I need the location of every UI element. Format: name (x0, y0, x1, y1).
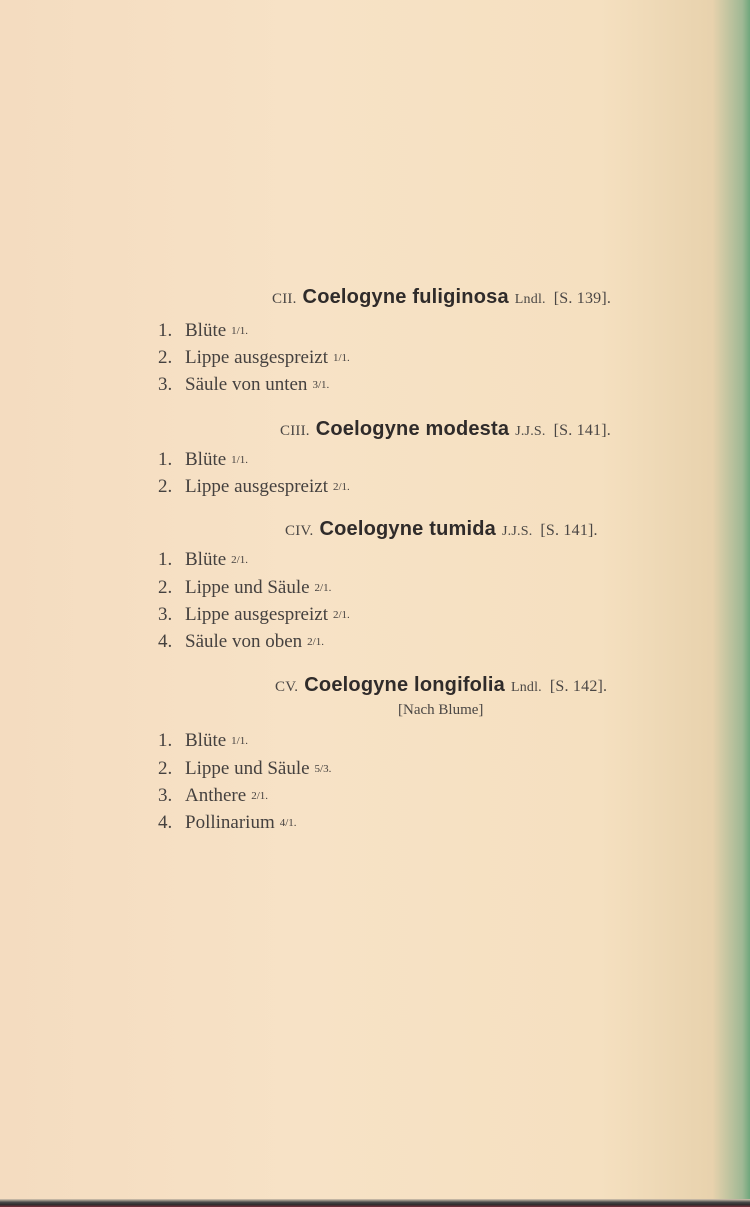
item-number: 2. (158, 347, 173, 368)
item-scale: 1/1. (231, 735, 248, 747)
item-label: Lippe und Säule (185, 577, 310, 598)
section-heading-cv (275, 674, 607, 697)
figure-item (158, 812, 297, 834)
item-label: Blüte (185, 549, 227, 570)
figure-item (158, 476, 350, 498)
figure-item (158, 549, 248, 571)
page-reference: [S. 139]. (553, 290, 612, 307)
item-scale: 1/1. (231, 325, 248, 337)
item-number: 2. (158, 476, 173, 497)
item-scale: 2/1. (314, 582, 332, 594)
item-label: Lippe ausgespreizt (185, 604, 328, 625)
figure-item (158, 758, 331, 780)
species-author: J.J.S. (502, 524, 533, 539)
item-scale: 2/1. (332, 609, 350, 621)
item-label: Blüte (185, 730, 227, 751)
item-label: Anthere (185, 785, 247, 806)
item-scale: 2/1. (231, 554, 248, 566)
section-number: CIV. (285, 523, 314, 539)
figure-item (158, 320, 248, 342)
item-number: 1. (158, 320, 173, 341)
figure-item (158, 577, 331, 599)
page-reference: [S. 142]. (549, 678, 608, 695)
section-heading-civ (285, 518, 598, 541)
figure-item (158, 604, 350, 626)
section-number: CII. (272, 291, 297, 307)
item-scale: 4/1. (279, 817, 297, 829)
page-reference: [S. 141]. (553, 422, 611, 439)
item-scale: 5/3. (314, 763, 332, 775)
item-scale: 2/1. (307, 636, 324, 648)
item-scale: 2/1. (251, 790, 269, 802)
item-number: 1. (158, 549, 173, 570)
section-number: CV. (275, 679, 299, 695)
item-label: Blüte (185, 320, 227, 341)
page-reference: [S. 141]. (540, 522, 598, 539)
item-label: Säule von unten (185, 374, 308, 395)
figure-item (158, 374, 329, 396)
item-scale: 1/1. (332, 352, 350, 364)
item-label: Lippe ausgespreizt (185, 476, 328, 497)
item-label: Lippe ausgespreizt (185, 347, 328, 368)
item-label: Lippe und Säule (185, 758, 310, 779)
item-number: 3. (158, 374, 173, 395)
section-heading-cii (272, 286, 611, 309)
species-author: Lndl. (514, 292, 546, 307)
section-heading-ciii (280, 418, 611, 441)
figure-item (158, 347, 350, 369)
page-bottom-edge (0, 1199, 750, 1207)
item-scale: 3/1. (312, 379, 330, 391)
species-name: Coelogyne tumida (319, 518, 497, 540)
item-label: Blüte (185, 449, 227, 470)
figure-item (158, 631, 324, 653)
figure-item (158, 449, 248, 471)
item-number: 4. (158, 631, 173, 652)
item-label: Pollinarium (185, 812, 275, 833)
species-author: J.J.S. (515, 424, 546, 439)
section-number: CIII. (280, 423, 310, 439)
figure-item (158, 785, 268, 807)
item-number: 2. (158, 758, 173, 779)
source-note: [Nach Blume] (398, 702, 484, 718)
item-number: 1. (158, 730, 173, 751)
species-name: Coelogyne modesta (315, 418, 510, 440)
item-number: 3. (158, 785, 173, 806)
item-number: 2. (158, 577, 173, 598)
item-number: 3. (158, 604, 173, 625)
species-author: Lndl. (510, 680, 542, 695)
item-label: Säule von oben (185, 631, 303, 652)
item-scale: 2/1. (332, 481, 350, 493)
figure-item (158, 730, 248, 752)
item-scale: 1/1. (231, 454, 248, 466)
item-number: 1. (158, 449, 173, 470)
item-number: 4. (158, 812, 173, 833)
species-name: Coelogyne longifolia (304, 674, 505, 696)
species-name: Coelogyne fuliginosa (302, 286, 509, 308)
